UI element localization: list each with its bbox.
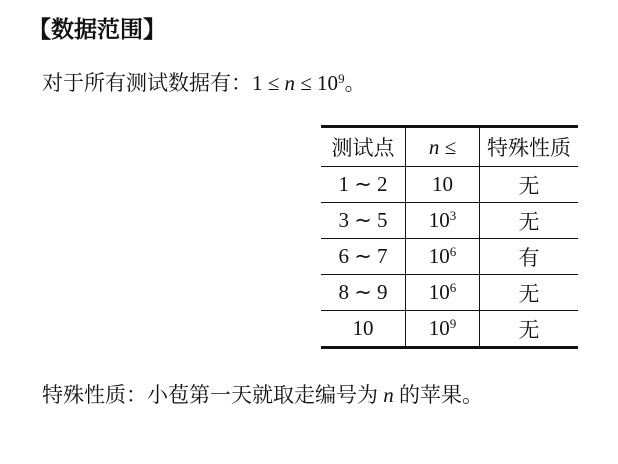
header-n-limit (406, 127, 480, 167)
constraints-table (321, 125, 578, 349)
range-exponent: 9 (338, 70, 345, 86)
cell-n-limit (406, 203, 480, 239)
limit-exponent: 9 (449, 315, 457, 331)
cell-n-limit (406, 311, 480, 348)
table-header-row (321, 127, 578, 167)
table-body (321, 167, 578, 348)
limit-base: 10 (432, 172, 453, 196)
table-row (321, 275, 578, 311)
cell-n-limit (406, 167, 480, 203)
range-suffix: 。 (344, 71, 366, 95)
range-math-left: 1 ≤ (252, 71, 285, 95)
special-prefix: 特殊性质：小苞第一天就取走编号为 (42, 383, 384, 407)
table-row (321, 203, 578, 239)
cell-special: 无 (480, 311, 579, 348)
limit-base: 10 (428, 208, 450, 232)
limit-base: 10 (428, 316, 450, 340)
limit-exponent: 6 (449, 279, 457, 295)
cell-n-limit (406, 275, 480, 311)
section-heading: 【数据范围】 (28, 16, 166, 42)
range-variable: n (284, 71, 296, 95)
header-n-operator: ≤ (439, 134, 457, 159)
special-suffix: 的苹果。 (393, 383, 483, 407)
special-variable: n (383, 383, 394, 407)
cell-test-point: 1 ∼ 2 (338, 172, 388, 196)
limit-exponent: 3 (449, 207, 457, 223)
table-row (321, 167, 578, 203)
table-row (321, 239, 578, 275)
cell-test-point: 3 ∼ 5 (321, 203, 406, 239)
table-row (321, 311, 578, 348)
range-math-middle: ≤ 10 (295, 71, 339, 95)
cell-special: 有 (480, 239, 579, 275)
limit-base: 10 (428, 280, 450, 304)
cell-test-point: 10 (321, 311, 406, 348)
cell-special: 无 (518, 173, 540, 198)
cell-n-limit (406, 239, 480, 275)
special-property-statement (42, 380, 483, 410)
header-test-point: 测试点 (321, 127, 406, 167)
cell-special: 无 (480, 203, 579, 239)
header-n-variable: n (428, 134, 440, 159)
cell-special: 无 (480, 275, 579, 311)
cell-test-point: 8 ∼ 9 (321, 275, 406, 311)
range-prefix: 对于所有测试数据有： (42, 71, 252, 95)
limit-base: 10 (428, 244, 450, 268)
cell-test-point: 6 ∼ 7 (321, 239, 406, 275)
header-special: 特殊性质 (480, 127, 579, 167)
data-range-statement (42, 68, 366, 98)
limit-exponent: 6 (449, 243, 457, 259)
